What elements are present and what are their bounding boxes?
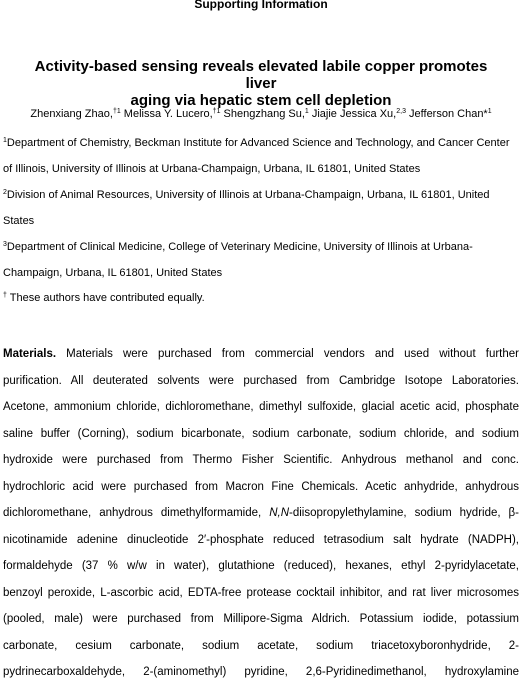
- italic-nn: N,N: [269, 507, 290, 519]
- author-name: Shengzhang Su,: [223, 108, 305, 120]
- author-name: Melissa Y. Lucero,: [123, 108, 213, 120]
- author-name: Jefferson Chan*: [409, 108, 488, 120]
- title-line-1: Activity-based sensing reveals elevated labile copper promotes liver: [34, 58, 488, 92]
- author-name: Jiajie Jessica Xu,: [311, 108, 397, 120]
- paragraph-line: nicotinamide adenine dinucleotide 2′-phosphate reduced tetrasodium salt hydrate (NADPH),: [3, 533, 519, 546]
- affiliation-3: [3, 240, 513, 292]
- affiliation-text: States: [3, 215, 35, 227]
- paragraph-line: hydroxide were purchased from Thermo Fisher Scientific. Anhydrous methanol and conc.: [3, 454, 519, 466]
- affiliation-text: of Illinois, University of Illinois at Urbana-Champaign, Urbana, IL 61801, United States: [3, 163, 421, 175]
- affiliation-text: Champaign, Urbana, IL 61801, United States: [3, 267, 223, 279]
- materials-heading: Materials.: [3, 348, 57, 360]
- paragraph-line: saline buffer (Corning), sodium bicarbonate, sodium carbonate, sodium chloride, and sodium: [3, 427, 519, 440]
- paragraph-line: hydrochloric acid were purchased from Macron Fine Chemicals. Acetic anhydride, anhydrous: [3, 480, 519, 493]
- equal-contribution-note: [3, 291, 513, 317]
- materials-paragraph: [3, 344, 519, 689]
- affiliation-text: Department of Clinical Medicine, College of Veterinary Medicine, University of Illinois at Urbana-: [6, 241, 473, 253]
- affiliation-1: [3, 136, 513, 188]
- affiliation-number: 3: [3, 241, 7, 248]
- title-line-2: aging via hepatic stem cell depletion: [130, 92, 392, 109]
- paragraph-line: formaldehyde (37 % w/w in water), glutathione (reduced), hexanes, ethyl 2-pyridylacetate,: [3, 560, 519, 572]
- paragraph-line: purification. All deuterated solvents were purchased from Cambridge Isotope Laboratories.: [3, 374, 519, 387]
- author-affiliation-mark: 1: [487, 108, 492, 115]
- dagger-mark: †: [3, 292, 7, 299]
- paper-title: [20, 58, 502, 109]
- paragraph-line: (pooled, male) were purchased from Millipore-Sigma Aldrich. Potassium iodide, potassium: [3, 613, 519, 625]
- paragraph-line: Acetone, ammonium chloride, dichloromethane, dimethyl sulfoxide, glacial acetic acid, phosphate: [3, 401, 519, 413]
- author-affiliation-mark: †1: [212, 108, 221, 115]
- author-affiliation-mark: 1: [304, 108, 309, 115]
- note-text: These authors have contributed equally.: [6, 292, 205, 304]
- author-name: Zhenxiang Zhao,: [30, 108, 113, 120]
- paragraph-line: Materials. Materials were purchased from commercial vendors and used without further: [3, 348, 519, 360]
- paragraph-line: carbonate, cesium carbonate, sodium acetate, sodium triacetoxyboronhydride, 2-: [3, 639, 519, 652]
- author-affiliation-mark: 2,3: [396, 108, 406, 115]
- affiliation-number: 1: [3, 137, 7, 144]
- affiliation-number: 2: [3, 189, 7, 196]
- paragraph-line: dichloromethane, anhydrous dimethylformamide, N,N-diisopropylethylamine, sodium hydride, β-: [3, 507, 519, 519]
- author-affiliation-mark: †1: [112, 108, 121, 115]
- affiliation-2: [3, 188, 513, 240]
- author-list: [0, 107, 522, 121]
- paragraph-line: benzoyl peroxide, L-ascorbic acid, EDTA-free protease cocktail inhibitor, and rat liver microsomes: [3, 586, 519, 599]
- supporting-information-header: Supporting Information: [194, 0, 328, 11]
- paragraph-line: pydrinecarboxaldehyde, 2-(aminomethyl) pyridine, 2,6-Pyridinedimethanol, hydroxylamine: [3, 666, 519, 678]
- affiliation-text: Department of Chemistry, Beckman Institute for Advanced Science and Technology, and Cancer Center: [6, 137, 510, 149]
- affiliation-text: Division of Animal Resources, University of Illinois at Urbana-Champaign, Urbana, IL 61801, United: [6, 189, 490, 201]
